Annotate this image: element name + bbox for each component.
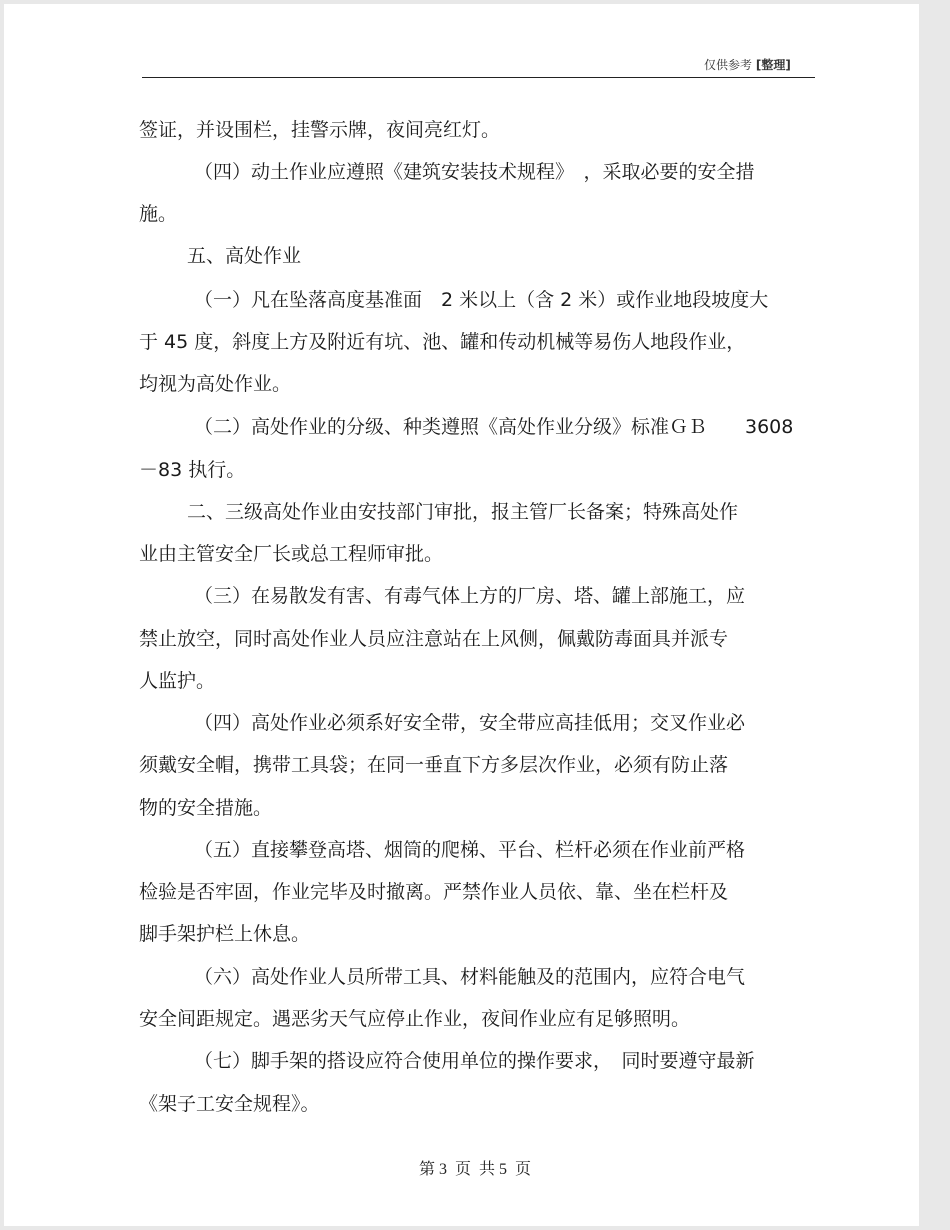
body-line: 二、三级高处作业由安技部门审批，报主管厂长备案；特殊高处作 xyxy=(187,501,739,523)
body-line: 安全间距规定。遇恶劣天气应停止作业，夜间作业应有足够照明。 xyxy=(139,1008,691,1030)
section-heading: 五、高处作业 xyxy=(187,245,302,267)
body-line: 人监护。 xyxy=(139,670,216,692)
body-line: （二）高处作业的分级、种类遵照《高处作业分级》标准ＧＢ 3608 xyxy=(194,416,794,438)
body-line: 均视为高处作业。 xyxy=(139,373,292,395)
body-line: （三）在易散发有害、有毒气体上方的厂房、塔、罐上部施工，应 xyxy=(194,585,746,607)
header-divider xyxy=(142,77,815,78)
body-line: 《架子工安全规程》。 xyxy=(139,1093,320,1115)
body-line: 施。 xyxy=(139,203,178,225)
body-line: 签证，并设围栏，挂警示牌，夜间亮红灯。 xyxy=(139,119,501,141)
body-line: 物的安全措施。 xyxy=(139,797,273,819)
body-line: 于 45 度，斜度上方及附近有坑、池、罐和传动机械等易伤人地段作业， xyxy=(139,331,746,353)
body-line: 须戴安全帽，携带工具袋；在同一垂直下方多层次作业，必须有防止落 xyxy=(139,754,729,776)
body-line: （四）动土作业应遵照《建筑安装技术规程》 ，采取必要的安全措 xyxy=(194,161,755,183)
body-line: 检验是否牢固，作业完毕及时撤离。严禁作业人员依、靠、坐在栏杆及 xyxy=(139,881,729,903)
body-line: －83 执行。 xyxy=(139,459,246,481)
header-note-text: 仅供参考 xyxy=(704,58,753,72)
body-line: 脚手架护栏上休息。 xyxy=(139,923,311,945)
body-line: （四）高处作业必须系好安全带，安全带应高挂低用；交叉作业必 xyxy=(194,712,746,734)
document-page xyxy=(4,4,919,1226)
body-line: （七）脚手架的搭设应符合使用单位的操作要求， 同时要遵守最新 xyxy=(194,1050,755,1072)
body-line: （一）凡在坠落高度基准面 2 米以上（含 2 米）或作业地段坡度大 xyxy=(194,289,769,311)
body-line: （六）高处作业人员所带工具、材料能触及的范围内，应符合电气 xyxy=(194,966,746,988)
page-footer: 第 3 页 共 5 页 xyxy=(418,1161,531,1178)
body-line: 业由主管安全厂长或总工程师审批。 xyxy=(139,543,444,565)
body-line: （五）直接攀登高塔、烟筒的爬梯、平台、栏杆必须在作业前严格 xyxy=(194,839,746,861)
header-note-tag: [整理] xyxy=(755,58,791,72)
body-line: 禁止放空，同时高处作业人员应注意站在上风侧，佩戴防毒面具并派专 xyxy=(139,628,729,650)
header-note xyxy=(704,56,791,73)
